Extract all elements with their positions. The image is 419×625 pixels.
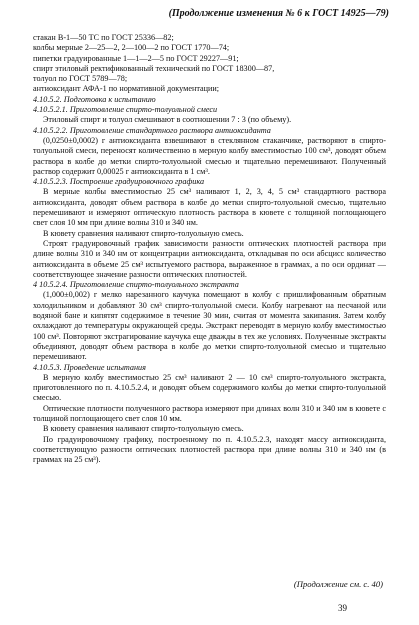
section-heading: 4.10.5.2.3. Построение градуировочного графика bbox=[33, 177, 205, 187]
paragraph: Строят градуировочный график зависимости разности оптических плотностей раствора при длине волны 310 и 340 нм от концентрации антиоксиданта, откладывая по оси абсцисс количество антиоксиданта в объеме 25 см³ испытуемого раствора, выраженное в граммах, а по оси ординат — соответствующее значение разности оптических плотностей. bbox=[33, 238, 386, 279]
list-item: спирт этиловый ректификованный технический по ГОСТ 18300—87, bbox=[33, 63, 275, 73]
section-heading: 4.10.5.2. Подготовка к испытанию bbox=[33, 94, 156, 104]
section-heading: 4.10.5.3. Проведение испытания bbox=[33, 362, 146, 372]
list-item: пипетки градуированные 1—1—2—5 по ГОСТ 29227—91; bbox=[33, 53, 239, 63]
document-body bbox=[33, 33, 386, 465]
page-number: 39 bbox=[338, 603, 347, 613]
paragraph: В кювету сравнения наливают спирто-толуольную смесь. bbox=[43, 424, 244, 434]
paragraph: Оптические плотности полученного раствора измеряют при длинах волн 310 и 340 нм в кювете с толщиной поглощающего свет слоя 10 мм. bbox=[33, 403, 386, 423]
section-heading: 4.10.5.2.1. Приготовление спирто-толуольной смеси bbox=[33, 105, 218, 115]
section-heading: 4 10.5.2.4. Приготовление спирто-толуольного экстракта bbox=[33, 280, 239, 290]
paragraph: В кювету сравнения наливают спирто-толуольную смесь. bbox=[43, 228, 244, 238]
running-header: (Продолжение изменения № 6 к ГОСТ 14925—79) bbox=[168, 8, 389, 19]
list-item: толуол по ГОСТ 5789—78; bbox=[33, 74, 128, 84]
list-item: антиоксидант АФА-1 по нормативной документации; bbox=[33, 84, 220, 94]
paragraph: Этиловый спирт и толуол смешивают в соотношении 7 : 3 (по объему). bbox=[43, 115, 292, 125]
section-heading: 4.10.5.2.2. Приготовление стандартного раствора антиоксиданта bbox=[33, 125, 271, 135]
list-item: колбы мерные 2—25—2, 2—100—2 по ГОСТ 1770—74; bbox=[33, 43, 230, 53]
continuation-note: (Продолжение см. с. 40) bbox=[293, 579, 383, 589]
paragraph: (0,0250±0,0002) г антиоксиданта взвешивают в стеклянном стаканчике, растворяют в спирто-толуольной смеси, переносят количественно в мерную колбу вместимостью 100 см³, доводят объем раствора в колбе до метки спирто-толуольной смесью и тщательно перемешивают. Полученный раствор содержит 0,00025 г антиоксиданта в 1 см³. bbox=[33, 135, 386, 176]
list-item: стакан В-1—50 ТС по ГОСТ 25336—82; bbox=[33, 33, 174, 42]
paragraph: По градуировочному графику, построенному по п. 4.10.5.2.3, находят массу антиоксиданта, соответствующую разности оптических плотностей раствора при длине волны 310 и 340 нм (в граммах на 25 см³). bbox=[33, 434, 386, 465]
paragraph: (1,000±0,002) г мелко нарезанного каучука помещают в колбу с пришлифованным обратным холодильником и добавляют 30 см³ спирто-толуольной смеси. Колбу нагревают на песчаной или водяной бане и кипятят содержимое в течение 30 мин, считая от момента закипания. Затем колбу охлаждают до температуры окружающей среды. Экстракт переводят в мерную колбу вместимостью 100 см³. Повторяют экстрагирование каучука еще дважды в тех же условиях. Полученные экстракты объединяют, доводят объем раствора в колбе до метки спирто-толуольной смесью и тщательно перемешивают. bbox=[33, 290, 386, 362]
paragraph: В мерную колбу вместимостью 25 см³ наливают 2 — 10 см³ спирто-толуольного экстракта, приготовленного по п. 4.10.5.2.4, и доводят объем содержимого колбы до метки спирто-толуольной смесью. bbox=[33, 372, 386, 403]
paragraph: В мерные колбы вместимостью 25 см³ наливают 1, 2, 3, 4, 5 см³ стандартного раствора антиоксиданта, доводят объем раствора в колбе до метки спирто-толуольной смесью, тщательно перемешивают и измеряют оптическую плотность раствора в кювете с толщиной поглощающего свет слоя 10 мм при длине волны 310 и 340 нм. bbox=[33, 187, 386, 228]
